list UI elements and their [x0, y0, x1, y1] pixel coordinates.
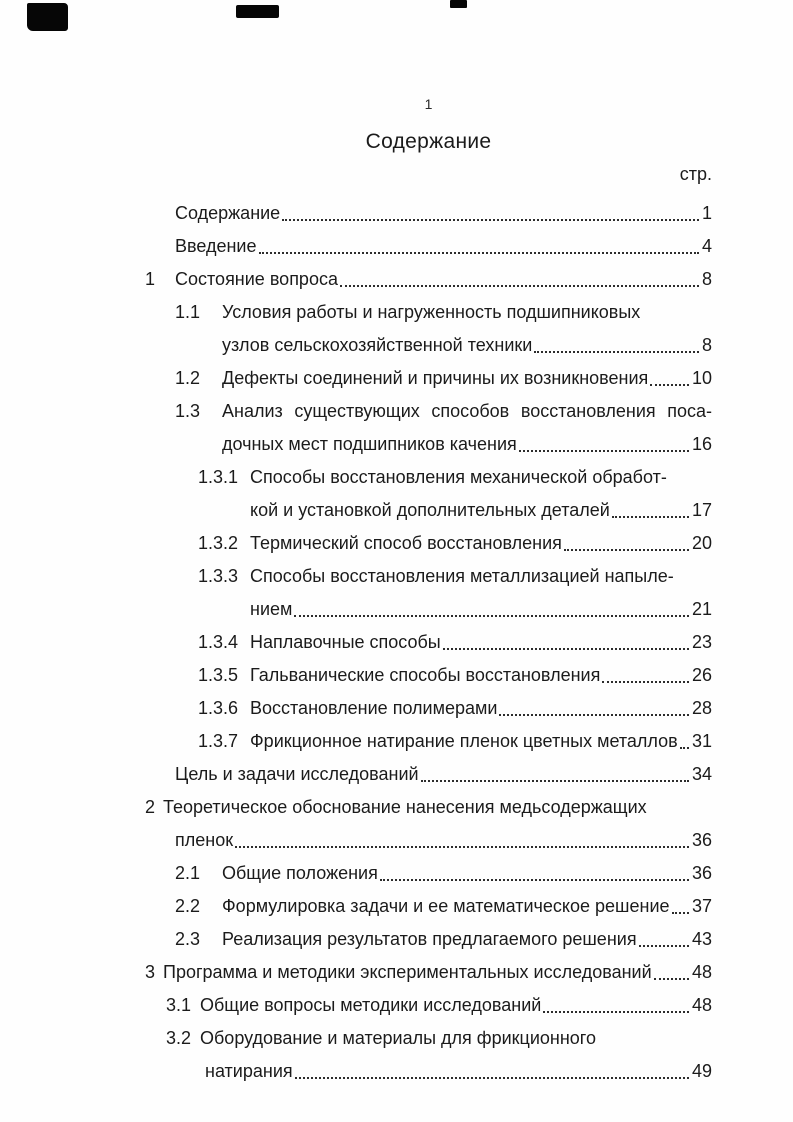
toc-line: [198, 523, 712, 556]
toc-line: [166, 985, 712, 1018]
dot-leader: [564, 549, 689, 551]
toc-entry-number: 2.3: [175, 929, 201, 949]
toc-list: [145, 193, 712, 1084]
dot-leader: [259, 252, 699, 254]
dot-leader: [654, 978, 689, 980]
toc-page-number: 20: [691, 533, 712, 553]
toc-line: [145, 952, 712, 985]
toc-line: [222, 424, 712, 457]
toc-page-number: 36: [691, 830, 712, 850]
toc-page-number: 16: [691, 434, 712, 454]
toc-entry-number: 2.1: [175, 863, 201, 883]
toc-page-number: 26: [691, 665, 712, 685]
toc-line: [175, 292, 712, 325]
toc-page-number: 23: [691, 632, 712, 652]
toc-entry-text: пленок: [175, 830, 234, 850]
toc-entry-number: 2: [145, 797, 156, 817]
toc-line: [198, 622, 712, 655]
toc-entry-number: 3.1: [166, 995, 192, 1015]
dot-leader: [612, 516, 689, 518]
toc-entry-text: Содержание: [175, 203, 281, 223]
dot-leader: [295, 1077, 689, 1079]
toc-entry-text: Гальванические способы восстановления: [250, 665, 601, 685]
toc-line: [205, 1051, 712, 1084]
toc-entry-text: нием: [250, 599, 293, 619]
toc-entry-text: Дефекты соединений и причины их возникновения: [222, 368, 649, 388]
toc-line: [198, 655, 712, 688]
dot-leader: [650, 384, 689, 386]
dot-leader: [235, 846, 689, 848]
toc-line: [175, 886, 712, 919]
dot-leader: [340, 285, 699, 287]
toc-page-number: 34: [691, 764, 712, 784]
toc-entry-number: 1.2: [175, 368, 201, 388]
dot-leader: [380, 879, 689, 881]
toc-page-number: 48: [691, 962, 712, 982]
toc-line: [145, 787, 712, 820]
toc-page-number: 31: [691, 731, 712, 751]
toc-line: [198, 721, 712, 754]
toc-page-number: 8: [701, 269, 712, 289]
toc-entry-number: 3.2: [166, 1028, 192, 1048]
dot-leader: [282, 219, 699, 221]
dot-leader: [639, 945, 689, 947]
dot-leader: [443, 648, 689, 650]
toc-entry-text: Программа и методики экспериментальных исследований: [163, 962, 652, 982]
toc-line: [166, 1018, 712, 1051]
toc-page-number: 17: [691, 500, 712, 520]
toc-entry-number: 2.2: [175, 896, 201, 916]
toc-page-number: 37: [691, 896, 712, 916]
dot-leader: [294, 615, 689, 617]
toc-entry-text: Состояние вопроса: [175, 269, 338, 289]
toc-entry-text: Формулировка задачи и ее математическое решение: [222, 896, 670, 916]
toc-line: [198, 556, 712, 589]
toc-page-number: 49: [691, 1061, 712, 1081]
toc-page-number: 48: [691, 995, 712, 1015]
toc-line: [222, 325, 712, 358]
dot-leader: [534, 351, 699, 353]
dot-leader: [680, 747, 689, 749]
toc-page-number: 36: [691, 863, 712, 883]
toc-entry-number: 1.3: [175, 401, 201, 421]
scan-artifact: [27, 3, 68, 31]
toc-entry-number: 1.3.6: [198, 698, 239, 718]
toc-entry-text: Оборудование и материалы для фрикционного: [200, 1028, 596, 1048]
toc-line: [250, 589, 712, 622]
toc-entry-text: Общие вопросы методики исследований: [200, 995, 542, 1015]
toc-entry-number: 1.3.7: [198, 731, 239, 751]
toc-entry-text: Способы восстановления механической обработ-: [250, 467, 667, 487]
toc-page-number: 10: [691, 368, 712, 388]
toc-entry-text: Анализ существующих способов восстановления поса-: [222, 401, 712, 421]
toc-line: [198, 688, 712, 721]
toc-entry-text: дочных мест подшипников качения: [222, 434, 517, 454]
toc-entry-number: 1.1: [175, 302, 201, 322]
toc-entry-text: Фрикционное натирание пленок цветных металлов: [250, 731, 678, 751]
toc-entry-text: Восстановление полимерами: [250, 698, 498, 718]
toc-page-number: 8: [701, 335, 712, 355]
page-column-label: стр.: [679, 164, 712, 184]
toc-line: [175, 820, 712, 853]
toc-page-number: 1: [701, 203, 712, 223]
dot-leader: [672, 912, 689, 914]
toc-line: [175, 193, 712, 226]
toc-entry-text: кой и установкой дополнительных деталей: [250, 500, 610, 520]
dot-leader: [543, 1011, 689, 1013]
toc-entry-text: Термический способ восстановления: [250, 533, 562, 553]
toc-entry-text: Условия работы и нагруженность подшипниковых: [222, 302, 641, 322]
toc-entry-text: Реализация результатов предлагаемого решения: [222, 929, 637, 949]
page-number: 1: [424, 96, 433, 112]
toc-entry-text: Способы восстановления металлизацией напыле-: [250, 566, 674, 586]
scan-artifact: [450, 0, 467, 8]
toc-entry-text: Цель и задачи исследований: [175, 764, 419, 784]
dot-leader: [519, 450, 689, 452]
toc-page-number: 4: [701, 236, 712, 256]
dot-leader: [602, 681, 689, 683]
toc-entry-number: 1.3.5: [198, 665, 239, 685]
toc-page-number: 21: [691, 599, 712, 619]
dot-leader: [421, 780, 689, 782]
toc-line: [175, 391, 712, 424]
toc-line: [175, 226, 712, 259]
toc-line: [175, 358, 712, 391]
toc-entry-text: Общие положения: [222, 863, 378, 883]
toc-line: [198, 457, 712, 490]
toc-entry-text: Наплавочные способы: [250, 632, 441, 652]
toc-entry-number: 1.3.1: [198, 467, 239, 487]
page-title: Содержание: [365, 130, 492, 153]
toc-page-number: 28: [691, 698, 712, 718]
toc-entry-text: Теоретическое обоснование нанесения медьсодержащих: [163, 797, 647, 817]
toc-line: [175, 754, 712, 787]
toc-entry-number: 3: [145, 962, 156, 982]
toc-entry-number: 1.3.3: [198, 566, 239, 586]
toc-line: [175, 853, 712, 886]
toc-entry-text: натирания: [205, 1061, 293, 1081]
dot-leader: [499, 714, 689, 716]
toc-entry-number: 1: [145, 269, 156, 289]
toc-line: [175, 919, 712, 952]
toc-line: [145, 259, 712, 292]
toc-page-number: 43: [691, 929, 712, 949]
scan-artifact: [236, 5, 279, 18]
toc-entry-number: 1.3.4: [198, 632, 239, 652]
toc-entry-number: 1.3.2: [198, 533, 239, 553]
toc-entry-text: узлов сельскохозяйственной техники: [222, 335, 533, 355]
toc-line: [250, 490, 712, 523]
toc-entry-text: Введение: [175, 236, 257, 256]
